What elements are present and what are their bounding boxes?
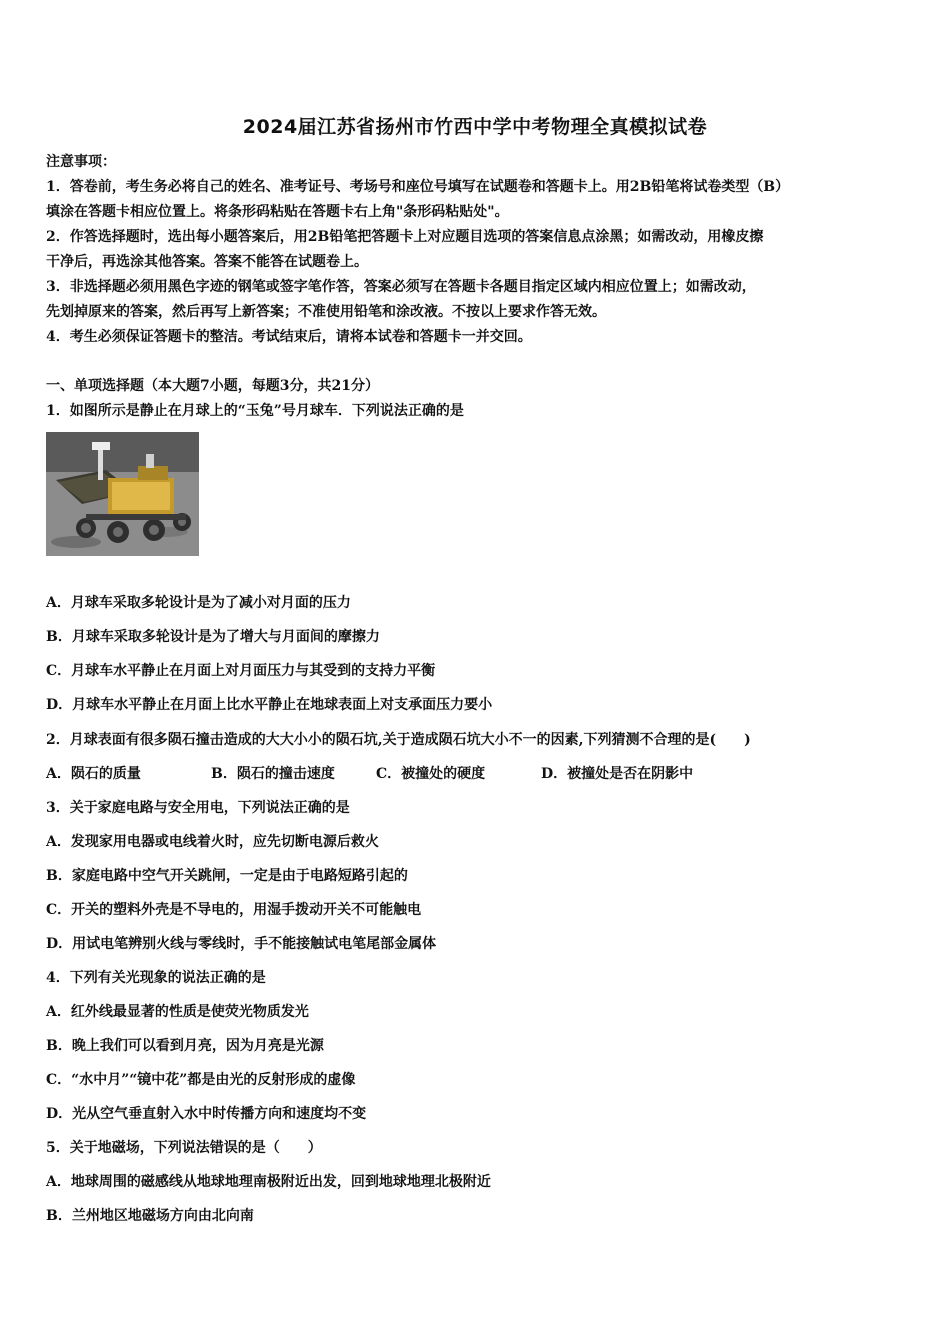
question-1-stem: 1．如图所示是静止在月球上的“玉兔”号月球车．下列说法正确的是 <box>46 403 464 419</box>
question-5-option-a: A．地球周围的磁感线从地球地理南极附近出发，回到地球地理北极附近 <box>46 1174 491 1190</box>
question-3-option-a: A．发现家用电器或电线着火时，应先切断电源后救火 <box>46 834 379 850</box>
question-1-option-d: D．月球车水平静止在月面上比水平静止在地球表面上对支承面压力要小 <box>46 697 493 713</box>
page-title: 2024届江苏省扬州市竹西中学中考物理全真模拟试卷 <box>242 116 708 138</box>
question-1-option-b: B．月球车采取多轮设计是为了增大与月面间的摩擦力 <box>46 629 380 645</box>
question-2-option-a: A．陨石的质量 <box>46 766 141 782</box>
notice-line: 4．考生必须保证答题卡的整洁。考试结束后，请将本试卷和答题卡一并交回。 <box>46 329 532 345</box>
notice-line: 3．非选择题必须用黑色字迹的钢笔或签字笔作答，答案必须写在答题卡各题目指定区域内相应位置上；如需改动， <box>46 279 756 295</box>
lunar-rover-photo <box>46 432 199 556</box>
question-4-option-b: B．晚上我们可以看到月亮，因为月亮是光源 <box>46 1038 324 1054</box>
section-heading: 一、单项选择题（本大题7小题，每题3分，共21分） <box>46 378 379 394</box>
notice-line: 先划掉原来的答案，然后再写上新答案；不准使用铅笔和涂改液。不按以上要求作答无效。 <box>46 304 606 320</box>
question-3-option-c: C．开关的塑料外壳是不导电的，用湿手拨动开关不可能触电 <box>46 902 422 918</box>
notice-line: 干净后，再选涂其他答案。答案不能答在试题卷上。 <box>46 254 368 270</box>
notice-heading: 注意事项： <box>46 154 116 170</box>
question-2-option-b: B．陨石的撞击速度 <box>211 766 335 782</box>
notice-line: 填涂在答题卡相应位置上。将条形码粘贴在答题卡右上角"条形码粘贴处"。 <box>46 204 509 220</box>
question-5-stem: 5．关于地磁场，下列说法错误的是（ ） <box>46 1140 322 1156</box>
question-3-option-d: D．用试电笔辨别火线与零线时，手不能接触试电笔尾部金属体 <box>46 936 437 952</box>
question-5-option-b: B．兰州地区地磁场方向由北向南 <box>46 1208 254 1224</box>
question-2-option-d: D．被撞处是否在阴影中 <box>541 766 694 782</box>
question-3-option-b: B．家庭电路中空气开关跳闸，一定是由于电路短路引起的 <box>46 868 408 884</box>
question-4-stem: 4．下列有关光现象的说法正确的是 <box>46 970 266 986</box>
question-3-stem: 3．关于家庭电路与安全用电，下列说法正确的是 <box>46 800 350 816</box>
question-2-stem: 2．月球表面有很多陨石撞击造成的大大小小的陨石坑,关于造成陨石坑大小不一的因素,下列猜测不合理的是( ) <box>46 732 751 748</box>
rover-illustration <box>46 432 199 556</box>
question-4-option-c: C．“水中月”“镜中花”都是由光的反射形成的虚像 <box>46 1072 356 1088</box>
question-4-option-a: A．红外线最显著的性质是使荧光物质发光 <box>46 1004 309 1020</box>
notice-line: 2．作答选择题时，选出每小题答案后，用2B铅笔把答题卡上对应题目选项的答案信息点涂黑；如需改动，用橡皮擦 <box>46 229 764 245</box>
question-1-option-a: A．月球车采取多轮设计是为了减小对月面的压力 <box>46 595 351 611</box>
question-1-option-c: C．月球车水平静止在月面上对月面压力与其受到的支持力平衡 <box>46 663 436 679</box>
question-2-option-c: C．被撞处的硬度 <box>376 766 486 782</box>
notice-line: 1．答卷前，考生务必将自己的姓名、准考证号、考场号和座位号填写在试题卷和答题卡上。用2B铅笔将试卷类型（B） <box>46 179 790 195</box>
question-4-option-d: D．光从空气垂直射入水中时传播方向和速度均不变 <box>46 1106 367 1122</box>
